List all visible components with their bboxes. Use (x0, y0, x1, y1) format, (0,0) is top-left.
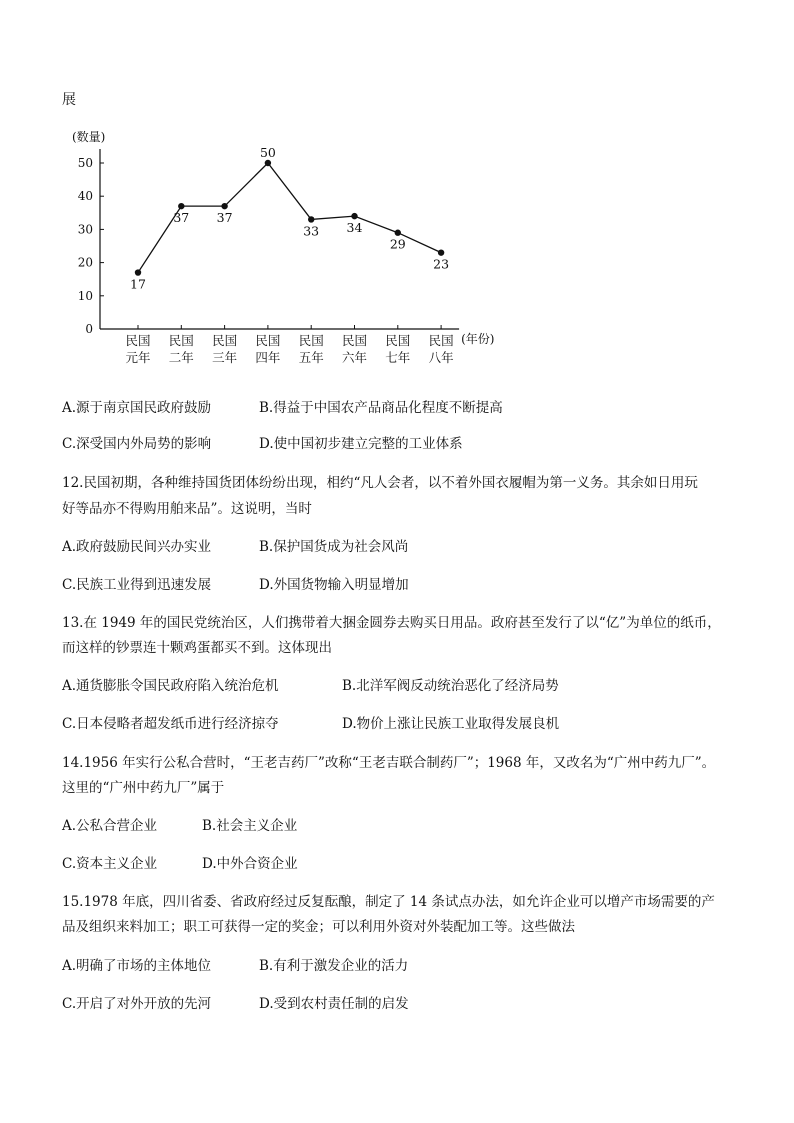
y-tick-label: 0 (85, 322, 93, 336)
y-tick-label: 20 (77, 255, 93, 270)
q11-option-a[interactable]: A.源于南京国民政府鼓励 (62, 400, 212, 416)
x-tick-label-line-1: 民国 (255, 333, 281, 348)
x-axis-title: (年份) (461, 332, 495, 346)
x-tick-label-line-1: 民国 (385, 333, 411, 348)
x-tick-label-line-1: 民国 (341, 333, 368, 348)
q13-option-c[interactable]: C.日本侵略者超发纸币进行经济掠夺 (62, 716, 279, 732)
q13-stem-line-2: 而这样的钞票连十颗鸡蛋都买不到。这体现出 (62, 640, 332, 656)
data-label: 33 (303, 223, 320, 239)
x-tick-label-line-1: 民国 (428, 333, 454, 348)
q12-option-b[interactable]: B.保护国货成为社会风尚 (259, 539, 409, 555)
q14-option-b[interactable]: B.社会主义企业 (202, 818, 298, 834)
data-label: 23 (433, 256, 450, 272)
x-tick-label-line-2: 元年 (125, 350, 151, 365)
q12-stem-line-2: 好等品亦不得购用舶来品”。这说明，当时 (62, 501, 312, 517)
q13-option-b[interactable]: B.北洋军阀反动统治恶化了经济局势 (342, 678, 559, 694)
q15-stem-line-2: 品及组织来料加工；职工可获得一定的奖金；可以利用外资对外装配加工等。这些做法 (62, 919, 575, 935)
q11-option-b[interactable]: B.得益于中国农产品商品化程度不断提高 (259, 400, 503, 416)
x-tick-label-line-2: 八年 (428, 350, 454, 365)
q15-option-b[interactable]: B.有利于激发企业的活力 (259, 958, 409, 974)
chart-axes (72, 129, 494, 346)
page-fragment-text: 展 (62, 92, 76, 108)
q14-option-a[interactable]: A.公私合营企业 (62, 818, 158, 834)
q13-option-a[interactable]: A.通货膨胀令国民政府陷入统治危机 (62, 678, 279, 694)
q14-stem-line-2: 这里的“广州中药九厂”属于 (62, 780, 225, 796)
data-point (395, 230, 401, 236)
q14-option-c[interactable]: C.资本主义企业 (62, 856, 158, 872)
data-point (438, 249, 444, 255)
data-label: 37 (216, 210, 233, 226)
x-tick-label-line-2: 四年 (255, 350, 281, 365)
chart-labels (130, 145, 449, 292)
data-label: 29 (389, 236, 406, 252)
x-tick-label-line-1: 民国 (125, 333, 151, 348)
y-tick-label: 30 (77, 222, 93, 237)
data-label: 17 (130, 276, 146, 292)
q15-stem-line-1: 15.1978 年底，四川省委、省政府经过反复酝酿，制定了 14 条试点办法，如允许企业可以增产市场需要的产 (62, 894, 715, 910)
q12-option-a[interactable]: A.政府鼓励民间兴办实业 (62, 539, 212, 555)
q13-stem-line-1: 13.在 1949 年的国民党统治区，人们携带着大捆金圆券去购买日用品。政府甚至发行了以“亿”为单位的纸币， (62, 615, 721, 631)
q12-option-d[interactable]: D.外国货物输入明显增加 (259, 577, 409, 593)
x-tick-label-line-1: 民国 (168, 333, 194, 348)
data-point (221, 203, 227, 209)
q12-stem-line-1: 12.民国初期，各种维持国货团体纷纷出现，相约“凡人会者，以不着外国衣履帽为第一义务。其余如日用玩 (62, 475, 698, 491)
data-label: 34 (346, 220, 363, 236)
x-tick-label-line-1: 民国 (212, 333, 238, 348)
data-point (178, 203, 184, 209)
x-tick-label-line-2: 二年 (168, 350, 194, 365)
x-tick-label-line-1: 民国 (298, 333, 324, 348)
x-tick-label-line-2: 七年 (385, 350, 411, 365)
q14-stem-line-1: 14.1956 年实行公私合营时，“王老吉药厂”改称“王老吉联合制药厂”；1968 年，又改名为“广州中药九厂”。 (62, 755, 716, 771)
chart-ticks (78, 156, 454, 365)
q15-option-c[interactable]: C.开启了对外开放的先河 (62, 996, 212, 1012)
q15-option-d[interactable]: D.受到农村责任制的启发 (259, 996, 409, 1012)
x-tick-label-line-2: 三年 (212, 350, 238, 365)
y-tick-label: 40 (77, 189, 93, 204)
data-point (135, 269, 141, 275)
y-tick-label: 10 (77, 288, 93, 303)
x-tick-label-line-2: 六年 (341, 350, 368, 365)
y-tick-label: 50 (77, 156, 93, 170)
q12-option-c[interactable]: C.民族工业得到迅速发展 (62, 577, 212, 593)
data-label: 37 (173, 210, 190, 226)
q13-option-d[interactable]: D.物价上涨让民族工业取得发展良机 (342, 716, 560, 732)
data-point (351, 213, 357, 219)
q11-option-d[interactable]: D.使中国初步建立完整的工业体系 (259, 436, 463, 452)
data-label: 50 (259, 145, 276, 160)
line-chart (60, 126, 500, 366)
x-tick-label-line-2: 五年 (298, 350, 324, 365)
q11-option-c[interactable]: C.深受国内外局势的影响 (62, 436, 212, 452)
data-point (265, 160, 271, 166)
data-point (308, 216, 314, 222)
q15-option-a[interactable]: A.明确了市场的主体地位 (62, 958, 212, 974)
y-axis-title: (数量) (72, 130, 106, 144)
q14-option-d[interactable]: D.中外合资企业 (202, 856, 298, 872)
